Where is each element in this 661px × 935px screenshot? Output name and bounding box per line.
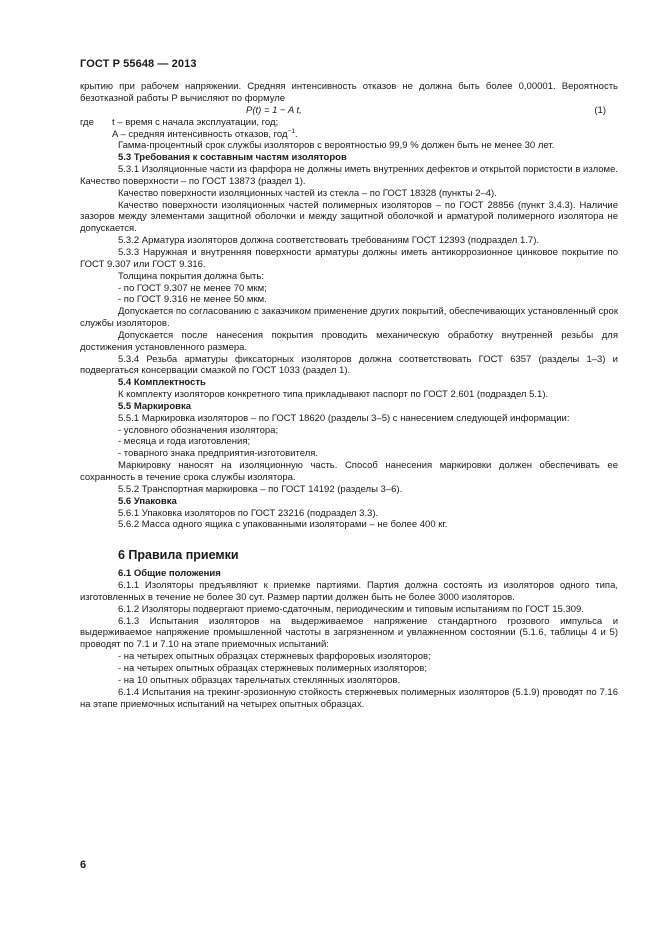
section-heading: 6 Правила приемки bbox=[118, 548, 239, 563]
paragraph: 5.3.4 Резьба арматуры фиксаторных изоляторов должна соответствовать ГОСТ 6357 (разделы 1–3) и подвергаться консервации смазкой по ГОСТ 1033 (раздел 1). bbox=[80, 353, 618, 377]
paragraph: К комплекту изоляторов конкретного типа прикладывают паспорт по ГОСТ 2.601 (подраздел 5.1). bbox=[118, 389, 549, 401]
page-number: 6 bbox=[80, 859, 87, 871]
legend-t: t – время с начала эксплуатации, год; bbox=[112, 116, 279, 128]
paragraph: 5.6.2 Масса одного ящика с упакованными изоляторами – не более 400 кг. bbox=[118, 519, 448, 531]
paragraph: 5.5.1 Маркировка изоляторов – по ГОСТ 18620 (разделы 3–5) с нанесением следующей информации: bbox=[118, 412, 570, 424]
paragraph: 5.5.2 Транспортная маркировка – по ГОСТ 14192 (разделы 3–6). bbox=[118, 483, 403, 495]
list-item: - товарного знака предприятия-изготовителя. bbox=[118, 448, 319, 460]
list-item: - на четырех опытных образцах стержневых полимерных изоляторов; bbox=[118, 662, 427, 674]
paragraph: 5.3.2 Арматура изоляторов должна соответствовать требованиям ГОСТ 12393 (подраздел 1.7). bbox=[118, 235, 539, 247]
list-item: - на 10 опытных образцах тарельчатых стеклянных изоляторов. bbox=[118, 674, 401, 686]
paragraph: Допускается после нанесения покрытия проводить механическую обработку внутренней резьбы для достижения установленного размера. bbox=[80, 329, 618, 353]
page-body bbox=[80, 81, 618, 710]
paragraph: Качество поверхности изоляционных частей полимерных изоляторов – по ГОСТ 28856 (пункт 3.4.3). Наличие зазоров между элементами защитной оболочки и между защитной оболочкой и арматурой полимерного изолятора не допускается. bbox=[80, 199, 618, 235]
paragraph: 5.6.1 Упаковка изоляторов по ГОСТ 23216 (подраздел 3.3). bbox=[118, 507, 379, 519]
subsection-heading: 6.1 Общие положения bbox=[118, 568, 221, 580]
where-label: где bbox=[80, 116, 94, 128]
paragraph: Допускается по согласованию с заказчиком применение других покрытий, обеспечивающих установленный срок службы изоляторов. bbox=[80, 306, 618, 330]
subsection-heading: 5.6 Упаковка bbox=[118, 495, 177, 507]
formula-legend bbox=[80, 117, 618, 129]
paragraph: Толщина покрытия должна быть: bbox=[118, 270, 265, 282]
paragraph: Маркировку наносят на изоляционную часть. Способ нанесения маркировки должен обеспечивать ее сохранность в течение срока службы изолятора. bbox=[80, 460, 618, 483]
paragraph: 6.1.3 Испытания изоляторов на выдерживаемое напряжение стандартного грозового импульса и выдерживаемое напряжение промышленной частоты в загрязненном и увлажненном состоянии (5.1.6, таблицы 4 и 5) проводят по 7.1 и 7.10 на этапе приемочных испытаний: bbox=[80, 615, 618, 651]
legend-a: A – средняя интенсивность отказов, год$^{-1}$. bbox=[112, 127, 298, 140]
paragraph: 5.3.1 Изоляционные части из фарфора не должны иметь внутренних дефектов и открытой пористости в изломе. Качество поверхности – по ГОСТ 13873 (раздел 1). bbox=[80, 164, 618, 187]
list-item: - на четырех опытных образцах стержневых фарфоровых изоляторов; bbox=[118, 651, 431, 663]
paragraph: крытию при рабочем напряжении. Средняя интенсивность отказов не должна быть более 0,00001. Вероятность безотказной работы P вычисляют по формуле bbox=[80, 81, 618, 104]
subsection-heading: 5.3 Требования к составным частям изоляторов bbox=[118, 152, 347, 164]
paragraph: Качество поверхности изоляционных частей из стекла – по ГОСТ 18328 (пункты 2–4). bbox=[118, 187, 497, 199]
formula-line bbox=[80, 105, 618, 117]
list-item: - условного обозначения изолятора; bbox=[118, 424, 279, 436]
formula-text: P(t) = 1 − A t, bbox=[246, 104, 302, 116]
paragraph: Гамма-процентный срок службы изоляторов с вероятностью 99,9 % должен быть не менее 30 лет. bbox=[118, 140, 555, 152]
paragraph: 5.3.3 Наружная и внутренняя поверхности арматуры должны иметь антикоррозионное цинковое покрытие по ГОСТ 9.307 или ГОСТ 9.316. bbox=[80, 246, 618, 270]
subsection-heading: 5.5 Маркировка bbox=[118, 400, 192, 412]
subsection-heading: 5.4 Комплектность bbox=[118, 377, 206, 389]
formula-number: (1) bbox=[594, 104, 606, 116]
document-header: ГОСТ Р 55648 — 2013 bbox=[80, 58, 197, 70]
paragraph: 6.1.2 Изоляторы подвергают приемо-сдаточным, периодическим и типовым испытаниям по ГОСТ 15.309. bbox=[118, 603, 584, 615]
list-item: - месяца и года изготовления; bbox=[118, 436, 251, 448]
list-item: - по ГОСТ 9.316 не менее 50 мкм. bbox=[118, 294, 267, 306]
paragraph: 6.1.4 Испытания на трекинг-эрозионную стойкость стержневых полимерных изоляторов (5.1.9) проводят по 7.16 на этапе приемочных испытаний на четырех опытных образцах. bbox=[80, 686, 618, 710]
paragraph: 6.1.1 Изоляторы предъявляют к приемке партиями. Партия должна состоять из изоляторов одного типа, изготовленных в течение не более 30 сут. Размер партии должен быть не более 3000 изоляторов. bbox=[80, 580, 618, 603]
list-item: - по ГОСТ 9.307 не менее 70 мкм; bbox=[118, 282, 267, 294]
